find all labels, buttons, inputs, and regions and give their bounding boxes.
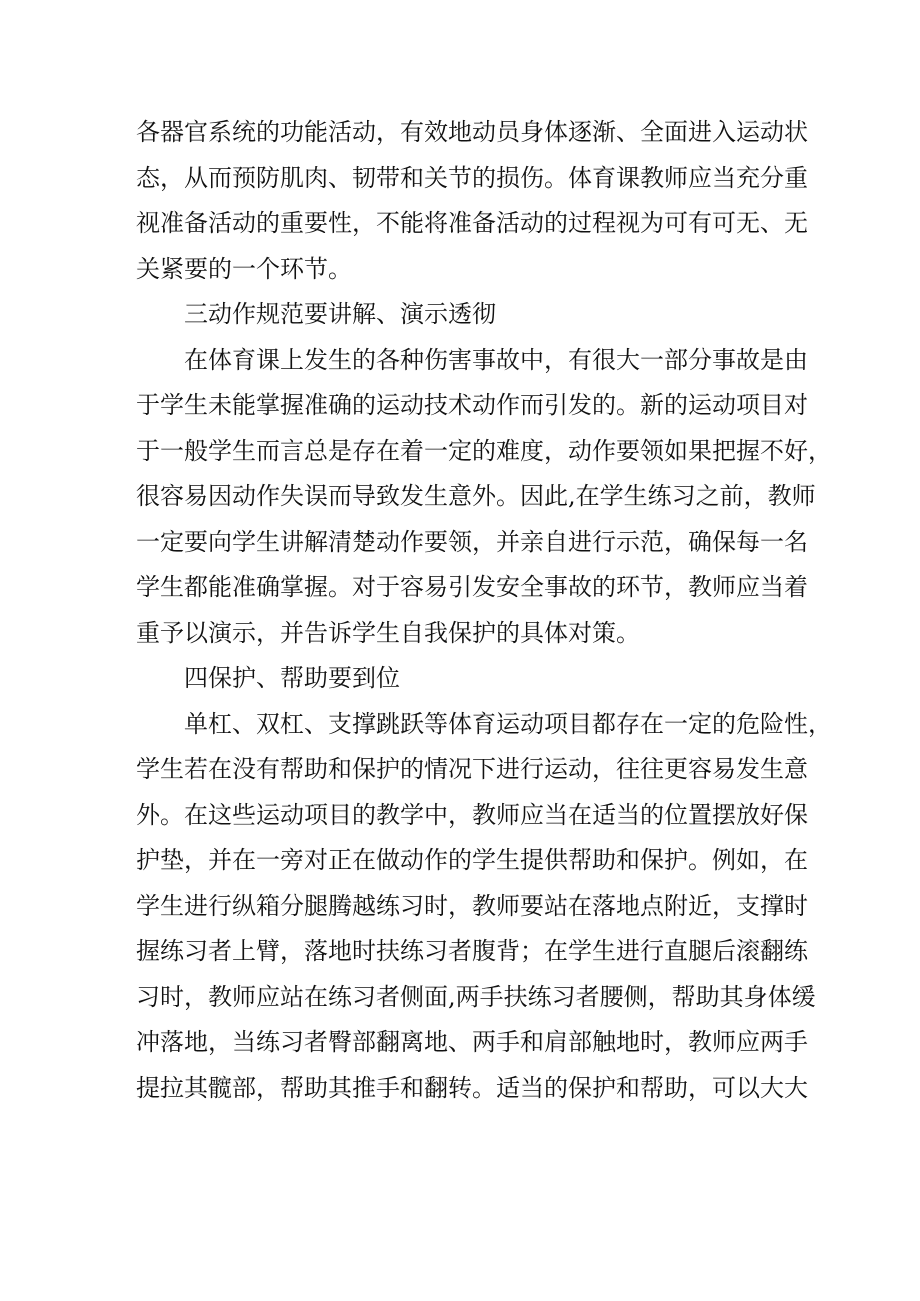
paragraph-protection	[136, 702, 832, 1112]
heading-line: 三动作规范要讲解、演示透彻	[184, 300, 496, 328]
text-line: 于一般学生而言总是存在着一定的难度，动作要领如果把握不好，	[136, 436, 832, 465]
text-line: 握练习者上臂，落地时扶练习者腹背；在学生进行直腿后滚翻练	[136, 937, 808, 965]
section-heading-3	[136, 292, 796, 338]
document-body	[136, 110, 832, 1111]
text-line: 一定要向学生讲解清楚动作要领，并亲自进行示范，确保每一名	[136, 527, 808, 556]
text-line: 在体育课上发生的各种伤害事故中，有很大一部分事故是由	[184, 345, 808, 374]
text-line: 冲落地，当练习者臀部翻离地、两手和肩部触地时，教师应两手	[136, 1028, 808, 1056]
heading-line: 四保护、帮助要到位	[184, 664, 400, 692]
text-line: 各器官系统的功能活动，有效地动员身体逐渐、全面进入运动状	[136, 118, 808, 146]
text-line: 护垫，并在一旁对正在做动作的学生提供帮助和保护。例如，在	[136, 846, 808, 874]
text-line: 学生进行纵箱分腿腾越练习时，教师要站在落地点附近，支撑时	[136, 891, 808, 920]
text-line: 态，从而预防肌肉、韧带和关节的损伤。体育课教师应当充分重	[136, 163, 808, 192]
text-line: 于学生未能掌握准确的运动技术动作而引发的。新的运动项目对	[136, 391, 808, 419]
text-line: 提拉其髋部，帮助其推手和翻转。适当的保护和帮助，可以大大	[136, 1073, 808, 1102]
text-line: 外。在这些运动项目的教学中，教师应当在适当的位置摆放好保	[136, 800, 808, 829]
paragraph-warmup-continuation	[136, 110, 808, 292]
text-line: 学生都能准确掌握。对于容易引发安全事故的环节，教师应当着	[136, 573, 808, 601]
section-heading-4	[136, 656, 796, 702]
text-line: 关紧要的一个环节。	[136, 254, 352, 283]
paragraph-demonstration	[136, 338, 832, 657]
text-line: 重予以演示，并告诉学生自我保护的具体对策。	[136, 618, 640, 647]
text-line: 视准备活动的重要性，不能将准备活动的过程视为可有可无、无	[136, 209, 808, 237]
text-line: 很容易因动作失误而导致发生意外。因此,在学生练习之前，教师	[136, 482, 816, 510]
text-line: 学生若在没有帮助和保护的情况下进行运动，往往更容易发生意	[136, 755, 808, 783]
text-line: 单杠、双杠、支撑跳跃等体育运动项目都存在一定的危险性，	[184, 709, 832, 738]
text-line: 习时，教师应站在练习者侧面,两手扶练习者腰侧，帮助其身体缓	[136, 982, 816, 1011]
